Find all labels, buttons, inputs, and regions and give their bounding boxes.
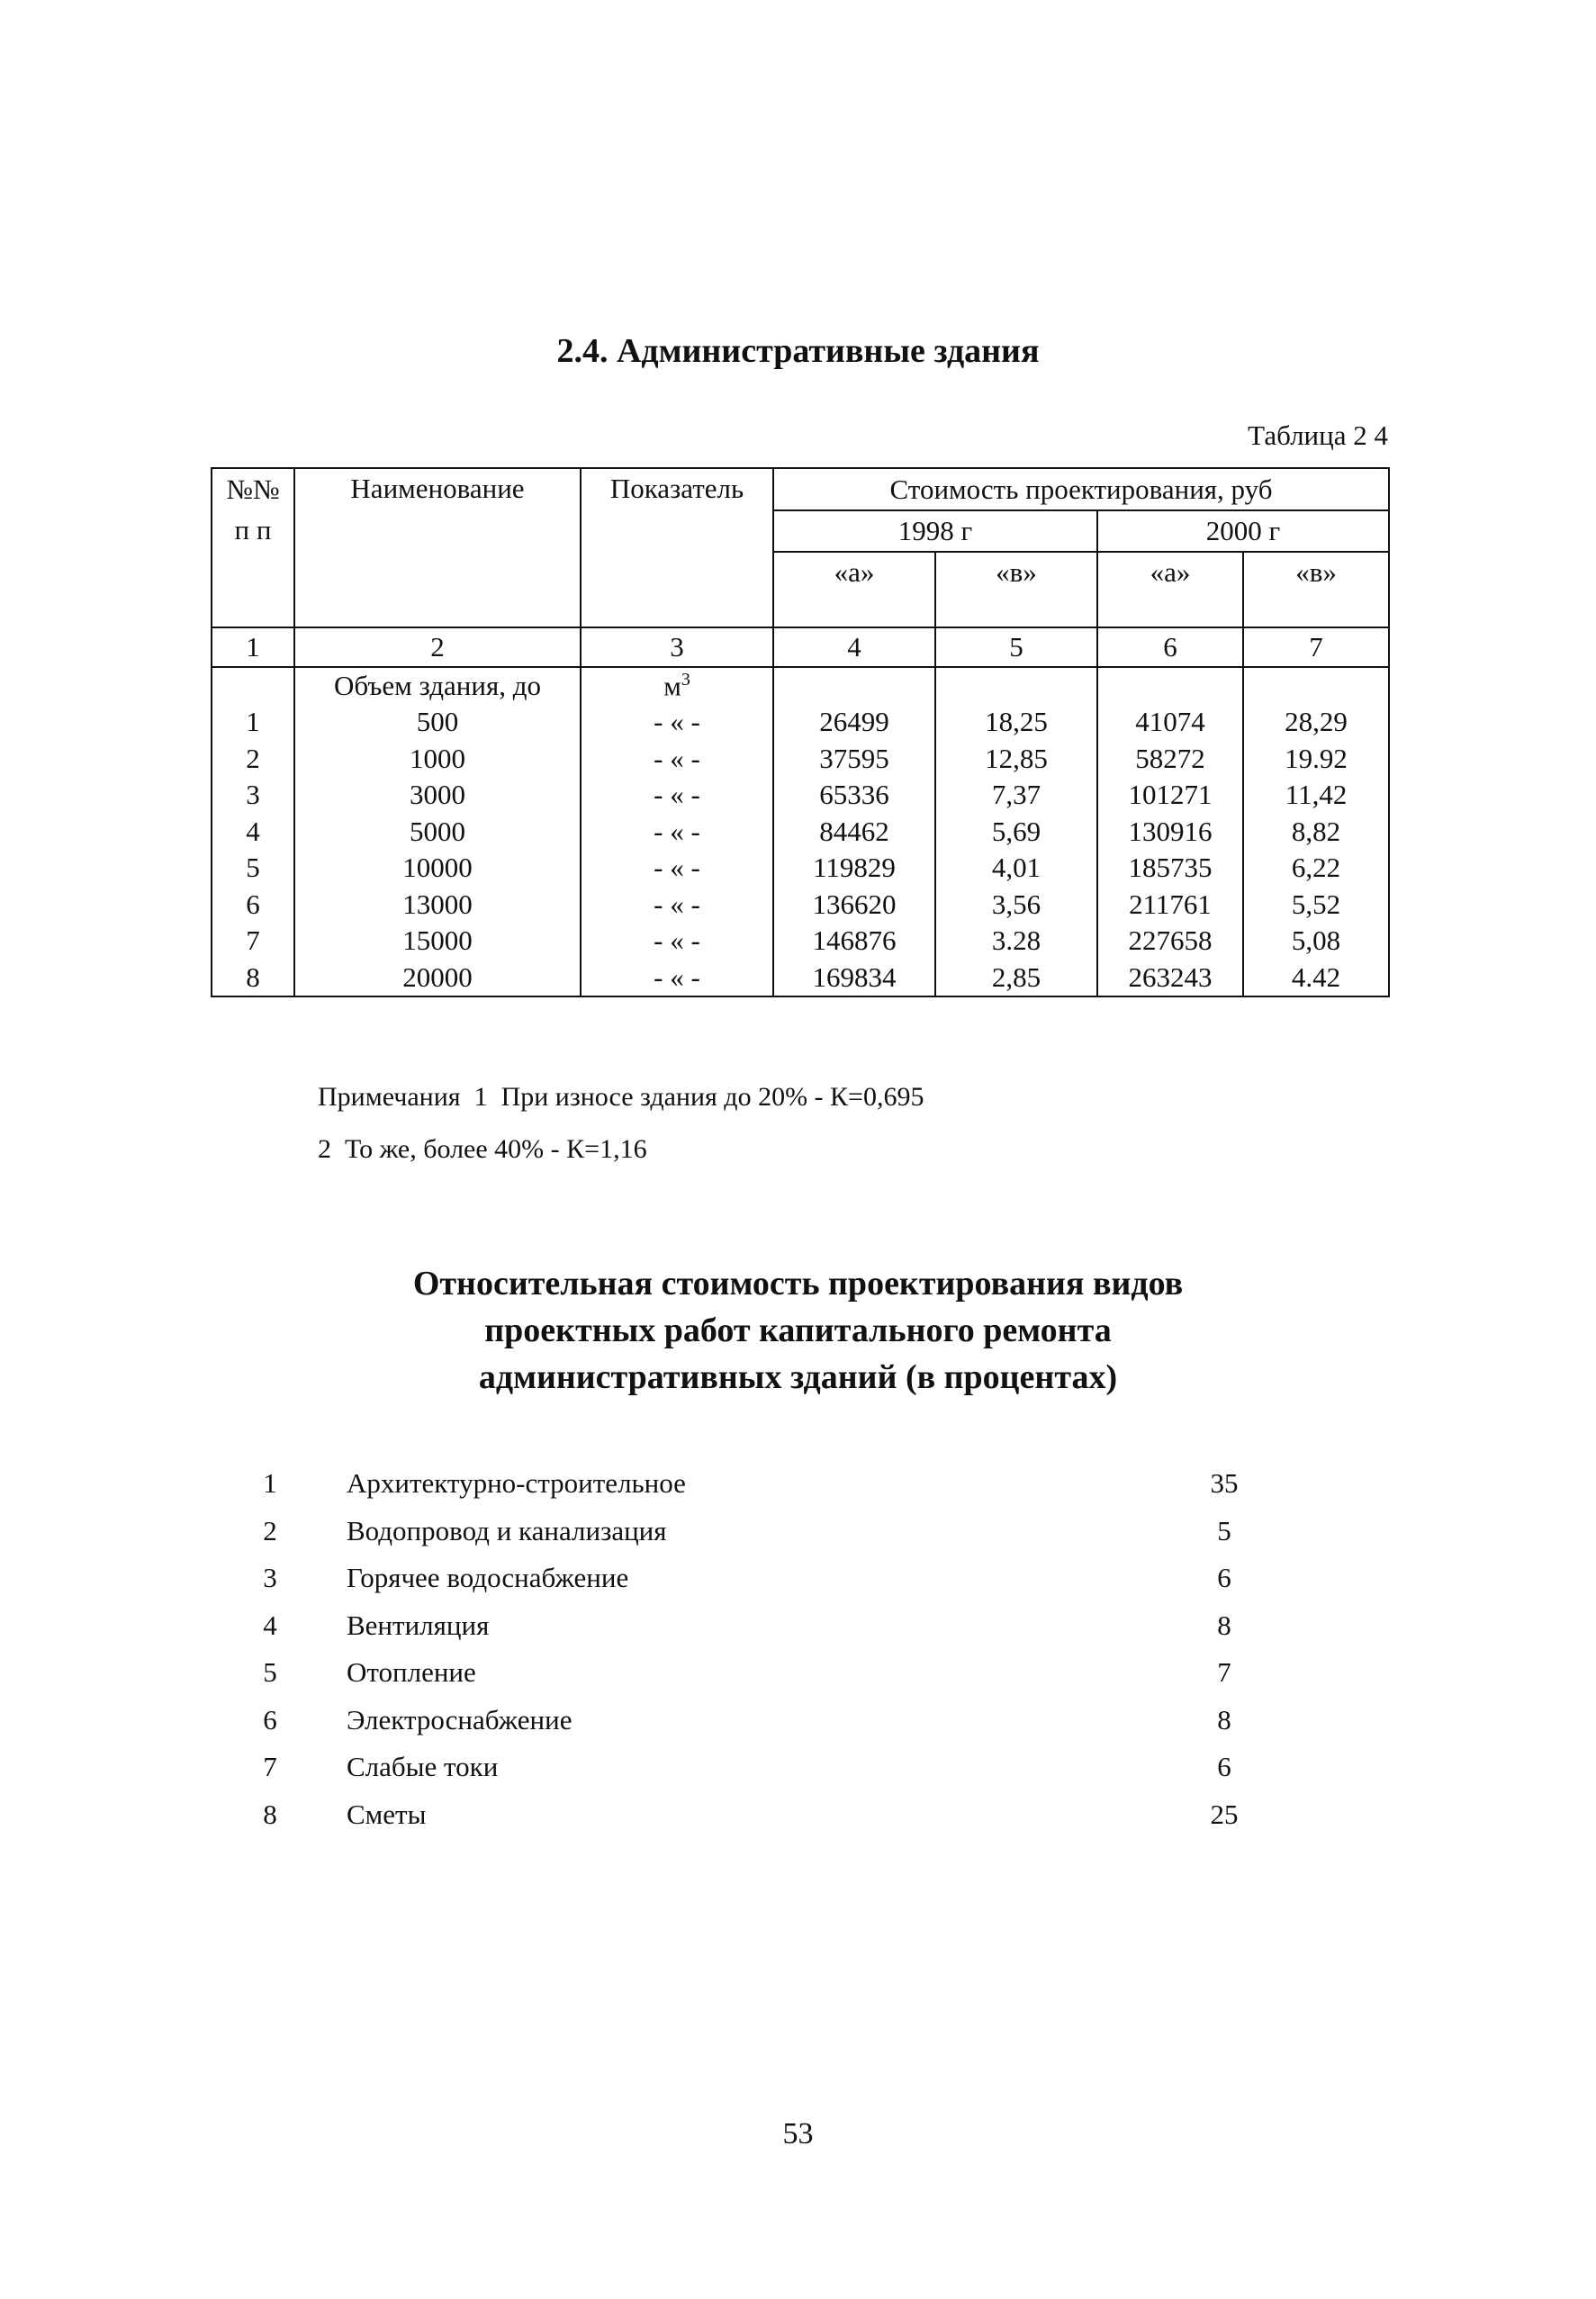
list-item-name: Вентиляция	[347, 1609, 490, 1641]
volume-label: Объем здания, до	[294, 667, 581, 704]
cost-a-2000: 263243	[1097, 960, 1243, 997]
indicator: - « -	[581, 923, 773, 960]
cost-b-2000: 19.92	[1243, 741, 1389, 778]
indicator: - « -	[581, 777, 773, 814]
note-2: 2 То же, более 40% - К=1,16	[318, 1134, 647, 1164]
list-item-name: Сметы	[347, 1798, 427, 1830]
header-year-2000: 2000 г	[1097, 510, 1389, 552]
cost-a-1998: 119829	[773, 850, 935, 887]
cost-a-1998: 26499	[773, 704, 935, 741]
cost-b-2000: 28,29	[1243, 704, 1389, 741]
column-number: 7	[1243, 627, 1389, 667]
list-item-percent: 8	[1217, 1703, 1231, 1736]
work-types-list	[243, 1460, 1278, 1838]
cost-b-1998: 12,85	[935, 741, 1097, 778]
indicator: - « -	[581, 704, 773, 741]
sub-title-line: проектных работ капитального ремонта	[484, 1312, 1112, 1349]
unit-row	[212, 667, 1389, 704]
section-title: 2.4. Административные здания	[556, 332, 1040, 370]
header-b-1998: «в»	[935, 552, 1097, 627]
sub-title	[0, 1260, 1596, 1401]
header-b-2000: «в»	[1243, 552, 1389, 627]
list-item-name: Отопление	[347, 1656, 476, 1689]
cost-b-1998: 3,56	[935, 887, 1097, 924]
cost-a-2000: 41074	[1097, 704, 1243, 741]
cost-a-1998: 169834	[773, 960, 935, 997]
table-row	[212, 814, 1389, 851]
header-a-1998: «а»	[773, 552, 935, 627]
column-number: 1	[212, 627, 294, 667]
list-item-number: 4	[263, 1609, 277, 1641]
list-item-number: 7	[263, 1751, 277, 1783]
table-row	[212, 777, 1389, 814]
cost-b-1998: 5,69	[935, 814, 1097, 851]
column-number: 5	[935, 627, 1097, 667]
cost-a-2000: 130916	[1097, 814, 1243, 851]
building-volume: 1000	[294, 741, 581, 778]
cost-table	[211, 467, 1390, 997]
table-row	[212, 887, 1389, 924]
list-item-percent: 35	[1210, 1467, 1239, 1500]
list-item-name: Электроснабжение	[347, 1703, 573, 1736]
column-number: 4	[773, 627, 935, 667]
building-volume: 5000	[294, 814, 581, 851]
column-number: 2	[294, 627, 581, 667]
building-volume: 3000	[294, 777, 581, 814]
list-item-percent: 6	[1217, 1751, 1231, 1783]
row-number: 6	[212, 887, 294, 924]
cost-b-2000: 6,22	[1243, 850, 1389, 887]
table-row	[212, 960, 1389, 997]
row-number: 7	[212, 923, 294, 960]
row-number: 2	[212, 741, 294, 778]
list-item-name: Слабые токи	[347, 1751, 499, 1783]
list-item	[243, 1602, 1278, 1650]
column-number: 3	[581, 627, 773, 667]
table-row	[212, 850, 1389, 887]
list-item	[243, 1555, 1278, 1602]
sub-title-line: административных зданий (в процентах)	[478, 1358, 1118, 1396]
list-item	[243, 1649, 1278, 1697]
cost-b-1998: 4,01	[935, 850, 1097, 887]
indicator: - « -	[581, 814, 773, 851]
table-row	[212, 923, 1389, 960]
list-item-percent: 5	[1217, 1514, 1231, 1546]
column-number: 6	[1097, 627, 1243, 667]
sub-title-line: Относительная стоимость проектирования видов	[412, 1265, 1184, 1303]
page-number: 53	[782, 2117, 814, 2150]
header-num-sub: п п	[212, 510, 294, 627]
indicator: - « -	[581, 741, 773, 778]
list-item-name: Архитектурно-строительное	[347, 1467, 686, 1500]
unit-label: $м^3$	[581, 667, 773, 704]
row-number: 8	[212, 960, 294, 997]
cost-b-2000: 8,82	[1243, 814, 1389, 851]
cost-a-1998: 65336	[773, 777, 935, 814]
list-item	[243, 1697, 1278, 1745]
cost-a-2000: 101271	[1097, 777, 1243, 814]
list-item-number: 8	[263, 1798, 277, 1830]
list-item-name: Горячее водоснабжение	[347, 1562, 629, 1594]
row-number: 4	[212, 814, 294, 851]
building-volume: 20000	[294, 960, 581, 997]
cost-a-2000: 227658	[1097, 923, 1243, 960]
list-item-percent: 25	[1210, 1798, 1239, 1830]
row-number: 5	[212, 850, 294, 887]
cost-a-2000: 211761	[1097, 887, 1243, 924]
row-number: 1	[212, 704, 294, 741]
table-row	[212, 741, 1389, 778]
list-item	[243, 1791, 1278, 1839]
list-item	[243, 1744, 1278, 1791]
header-year-1998: 1998 г	[773, 510, 1097, 552]
cost-b-1998: 7,37	[935, 777, 1097, 814]
list-item	[243, 1508, 1278, 1555]
list-item-percent: 7	[1217, 1656, 1231, 1689]
cost-b-2000: 11,42	[1243, 777, 1389, 814]
cost-b-1998: 2,85	[935, 960, 1097, 997]
building-volume: 10000	[294, 850, 581, 887]
cost-a-1998: 37595	[773, 741, 935, 778]
cost-b-1998: 3.28	[935, 923, 1097, 960]
cost-a-2000: 185735	[1097, 850, 1243, 887]
cost-a-2000: 58272	[1097, 741, 1243, 778]
header-indicator: Показатель	[581, 468, 773, 627]
cost-b-1998: 18,25	[935, 704, 1097, 741]
header-name: Наименование	[294, 468, 581, 627]
indicator: - « -	[581, 887, 773, 924]
header-a-2000: «а»	[1097, 552, 1243, 627]
note-1: Примечания 1 При износе здания до 20% - К=0,695	[318, 1082, 924, 1112]
row-number: 3	[212, 777, 294, 814]
table-caption: Таблица 2 4	[1248, 419, 1388, 451]
cost-a-1998: 136620	[773, 887, 935, 924]
list-item-percent: 8	[1217, 1609, 1231, 1641]
column-number-row	[212, 627, 1389, 667]
list-item	[243, 1460, 1278, 1508]
building-volume: 500	[294, 704, 581, 741]
cost-a-1998: 84462	[773, 814, 935, 851]
header-cost: Стоимость проектирования, руб	[773, 468, 1389, 510]
list-item-number: 2	[263, 1514, 277, 1546]
building-volume: 13000	[294, 887, 581, 924]
table-row	[212, 704, 1389, 741]
list-item-name: Водопровод и канализация	[347, 1514, 667, 1546]
list-item-number: 1	[263, 1467, 277, 1500]
list-item-percent: 6	[1217, 1562, 1231, 1594]
cost-b-2000: 5,52	[1243, 887, 1389, 924]
notes	[318, 1071, 924, 1176]
building-volume: 15000	[294, 923, 581, 960]
cost-a-1998: 146876	[773, 923, 935, 960]
indicator: - « -	[581, 850, 773, 887]
list-item-number: 3	[263, 1562, 277, 1594]
cost-b-2000: 4.42	[1243, 960, 1389, 997]
cost-b-2000: 5,08	[1243, 923, 1389, 960]
list-item-number: 6	[263, 1703, 277, 1736]
header-num: №№	[212, 468, 294, 510]
indicator: - « -	[581, 960, 773, 997]
list-item-number: 5	[263, 1656, 277, 1689]
